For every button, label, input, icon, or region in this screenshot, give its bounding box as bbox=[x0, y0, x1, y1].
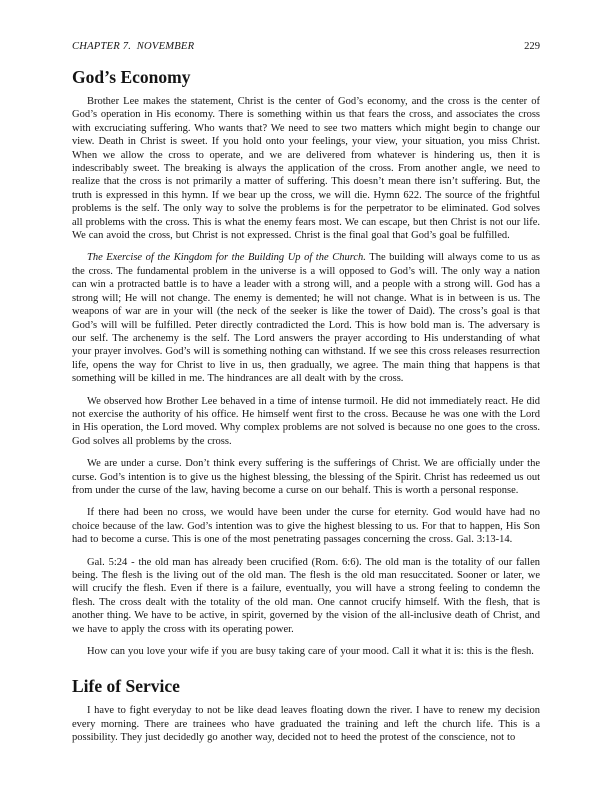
paragraph: Brother Lee makes the statement, Christ is the center of God’s economy, and the cross is the center of God’s operation in His economy. There is something within us that fears the cross, and associates the cross with excruciating suffering. Who wants that? We need to see two matters which might begin to change our view. Death in Christ is sweet. If you hold onto your feelings, your view, your situation, you miss Christ. When we allow the cross to operate, and we are delivered from whatever is hindering us, then it is indescribably sweet. The breaking is always the application of the cross. From another angle, we need to realize that the cross is not primarily a matter of suffering. This doesn’t mean there isn’t suffering. But, the truth is expressed in this hymn. If we bear up the cross, we will die. Hymn 622. The source of the frightful problems is the self. The only way to solve the problems is for the perpetrator to be eliminated. God solves all problems with the cross. This is what the enemy fears most. We can escape, but then Christ is not our life. We can avoid the cross, but Christ is not expressed. Christ is the final goal that God’s goal be fulfilled. bbox=[72, 96, 540, 242]
paragraph: We observed how Brother Lee behaved in a time of intense turmoil. He did not immediately react. He did not exercise the authority of his office. He himself went first to the cross. Because he was one with the Lord in His operation, the Lord moved. Why complex problems are not solved is because no one goes to the cross. God solves all problems by the cross. bbox=[72, 395, 540, 447]
paragraph: If there had been no cross, we would have been under the curse for eternity. God would have had no choice because of the law. God’s intention was to give the highest blessing to us. For that to happen, His Son had to become a curse. This is one of the most penetrating passages concerning the cross. Gal. 3:13-14. bbox=[72, 507, 540, 546]
paragraph-italic-lead: The Exercise of the Kingdom for the Building Up of the Church. bbox=[87, 252, 366, 264]
page-number: 229 bbox=[524, 41, 540, 52]
paragraph: I have to fight everyday to not be like dead leaves floating down the river. I have to renew my decision every morning. There are trainees who have graduated the training and left the church life. This is a possibility. They just decidedly go another way, decided not to heed the protest of the conscience, not to bbox=[72, 705, 540, 744]
page-body bbox=[72, 67, 540, 745]
section-heading: God’s Economy bbox=[72, 67, 191, 87]
section-heading: Life of Service bbox=[72, 676, 180, 697]
section-god-s-economy bbox=[72, 67, 540, 658]
running-head-chapter: CHAPTER 7. NOVEMBER bbox=[72, 41, 195, 52]
paragraph: Gal. 5:24 - the old man has already been crucified (Rom. 6:6). The old man is the totality of our fallen being. The flesh is the living out of the old man. The flesh is the old man resuccitated. Sooner or later, we will crucify the flesh. Even if there is a failure, eventually, you will have a strong feeling to condemn the flesh. The cross dealt with the totality of the old man. One cannot crucify himself. With the flesh, that is another thing. We have to be active, in spirit, governed by the vision of the all-inclusive death of Christ, and we have to apply the cross with its operating power. bbox=[72, 556, 540, 635]
paragraph: The Exercise of the Kingdom for the Building Up of the Church. The building will always come to us as the cross. The fundamental problem in the universe is a will opposed to God’s will. The only way a nation can win a protracted battle is to have a leader with a strong will, and a people with a strong will. God has a strong will; He will not change. The enemy is demented; he will not change. What is in between is us. The weapons of war are in your will (the neck of the seeker is like the tower of Daid). The cross’s goal is that God’s will will be fulfilled. Peter directly contradicted the Lord. This is how bold man is. The adversary is our self. The archenemy is the self. The Lord answers the prayer according to His understanding of what your prayer involves. God’s will is something nothing can withstand. If we see this cross releases resurrection life, opens the way for Christ to live in us, then gradually, we agree. The main thing that happens is that something will be killed in me. The hindrances are all dealt with by the cross. bbox=[72, 252, 540, 385]
section-life-of-service bbox=[72, 676, 540, 744]
paragraph: We are under a curse. Don’t think every suffering is the sufferings of Christ. We are officially under the curse. God’s intention is to give us the highest blessing, the blessing of the Spirit. Christ has redeemed us out from under the curse of the law, having become a curse on our behalf. This is worth a personal response. bbox=[72, 458, 540, 496]
paragraph: How can you love your wife if you are busy taking care of your mood. Call it what it is: this is the flesh. bbox=[87, 646, 534, 658]
page-header bbox=[72, 40, 540, 53]
